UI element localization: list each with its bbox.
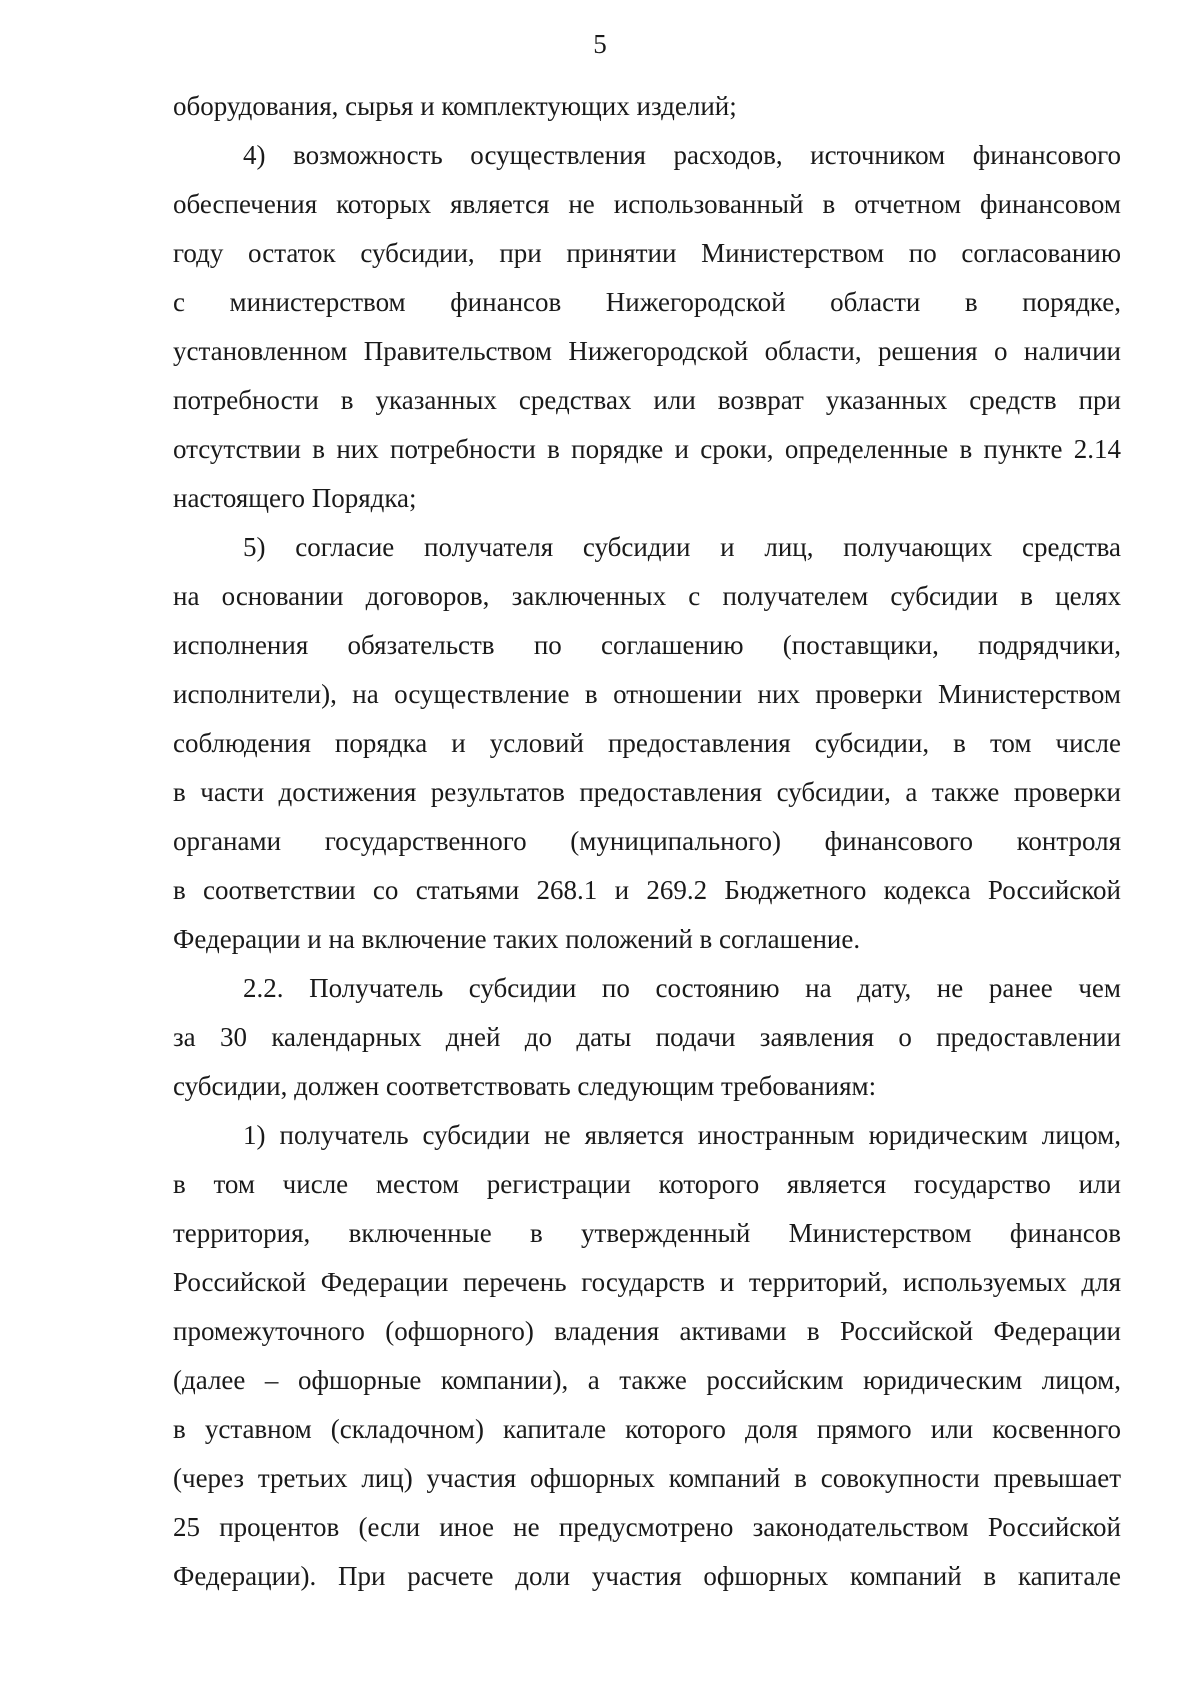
page-number: 5: [593, 29, 607, 59]
text-line: промежуточного (офшорного) владения активами в Российской Федерации: [173, 1316, 1121, 1346]
text-line: Российской Федерации перечень государств и территорий, используемых для: [173, 1267, 1121, 1297]
text-line: потребности в указанных средствах или возврат указанных средств при: [173, 385, 1121, 415]
text-line: 5) согласие получателя субсидии и лиц, получающих средства: [243, 532, 1121, 562]
text-line: 4) возможность осуществления расходов, источником финансового: [243, 140, 1121, 170]
text-line: в соответствии со статьями 268.1 и 269.2 Бюджетного кодекса Российской: [173, 875, 1121, 905]
text-line: в части достижения результатов предоставления субсидии, а также проверки: [173, 777, 1121, 807]
text-line: в уставном (складочном) капитале которого доля прямого или косвенного: [173, 1414, 1121, 1444]
text-line: (далее – офшорные компании), а также российским юридическим лицом,: [173, 1365, 1121, 1395]
text-line: установленном Правительством Нижегородской области, решения о наличии: [173, 336, 1121, 366]
text-line: за 30 календарных дней до даты подачи заявления о предоставлении: [173, 1022, 1121, 1052]
text-line: (через третьих лиц) участия офшорных компаний в совокупности превышает: [173, 1463, 1121, 1493]
text-line: органами государственного (муниципального) финансового контроля: [173, 826, 1121, 856]
text-line: с министерством финансов Нижегородской области в порядке,: [173, 287, 1121, 317]
text-line: 2.2. Получатель субсидии по состоянию на дату, не ранее чем: [243, 973, 1121, 1003]
text-line: в том числе местом регистрации которого является государство или: [173, 1169, 1121, 1199]
text-line: настоящего Порядка;: [173, 483, 417, 513]
text-line: оборудования, сырья и комплектующих изделий;: [173, 91, 737, 121]
text-line: году остаток субсидии, при принятии Министерством по согласованию: [173, 238, 1121, 268]
text-line: Федерации). При расчете доли участия офшорных компаний в капитале: [173, 1561, 1121, 1591]
text-line: 1) получатель субсидии не является иностранным юридическим лицом,: [243, 1120, 1121, 1150]
text-line: отсутствии в них потребности в порядке и сроки, определенные в пункте 2.14: [173, 434, 1121, 464]
text-line: субсидии, должен соответствовать следующим требованиям:: [173, 1071, 877, 1101]
text-line: исполнения обязательств по соглашению (поставщики, подрядчики,: [173, 630, 1121, 660]
text-line: территория, включенные в утвержденный Министерством финансов: [173, 1218, 1121, 1248]
text-line: исполнители), на осуществление в отношении них проверки Министерством: [173, 679, 1121, 709]
text-line: 25 процентов (если иное не предусмотрено законодательством Российской: [173, 1512, 1121, 1542]
text-line: обеспечения которых является не использованный в отчетном финансовом: [173, 189, 1121, 219]
text-line: Федерации и на включение таких положений в соглашение.: [173, 924, 861, 954]
document-body: [173, 82, 1121, 1601]
text-line: соблюдения порядка и условий предоставления субсидии, в том числе: [173, 728, 1121, 758]
text-line: на основании договоров, заключенных с получателем субсидии в целях: [173, 581, 1121, 611]
